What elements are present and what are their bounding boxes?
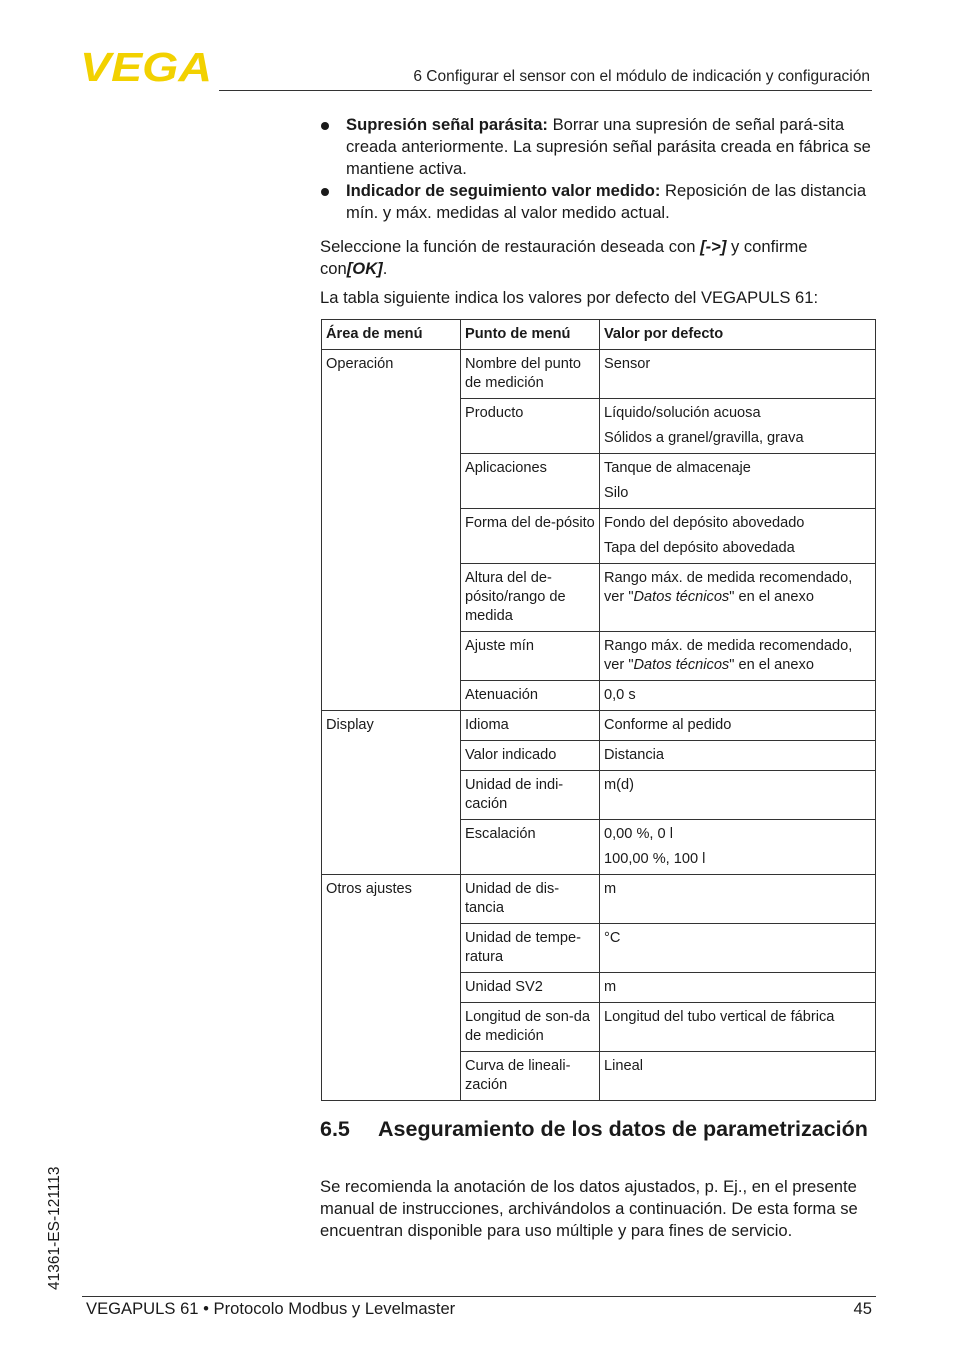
- default-value-cell: [600, 973, 876, 1003]
- default-value: m: [604, 979, 617, 995]
- menu-item-cell: Unidad de tempe-ratura: [461, 924, 600, 973]
- page-number: 45: [853, 1299, 872, 1318]
- chapter-header: 6 Configurar el sensor con el módulo de indicación y configuración: [413, 68, 870, 85]
- default-value-cell: [600, 454, 876, 509]
- default-value-cell: [600, 632, 876, 681]
- default-value: Rango máx. de medida recomendado, ver "Datos técnicos" en el anexo: [604, 638, 853, 673]
- menu-item-cell: Atenuación: [461, 681, 600, 711]
- default-value-cell: [600, 399, 876, 454]
- default-value-cell: [600, 820, 876, 875]
- default-value-cell: [600, 1003, 876, 1052]
- key-ok: [OK]: [346, 259, 383, 278]
- footer-title: VEGAPULS 61 • Protocolo Modbus y Levelmaster: [86, 1299, 456, 1318]
- table-intro: La tabla siguiente indica los valores por defecto del VEGAPULS 61:: [320, 288, 819, 307]
- section-number: 6.5: [320, 1117, 350, 1141]
- menu-item-cell: Unidad SV2: [461, 973, 600, 1003]
- default-value: Silo: [604, 485, 629, 501]
- default-value: 0,00 %, 0 l: [604, 826, 673, 842]
- table-header-row: [322, 320, 876, 350]
- default-value: Lineal: [604, 1058, 643, 1074]
- menu-item-cell: Forma del de-pósito: [461, 509, 600, 564]
- para-text: Seleccione la función de restauración deseada con: [320, 237, 701, 256]
- table-row: [322, 711, 876, 741]
- bullet-term: Indicador de seguimiento valor medido:: [346, 181, 661, 200]
- default-value: Longitud del tubo vertical de fábrica: [604, 1009, 835, 1025]
- default-value: Tanque de almacenaje: [604, 460, 751, 476]
- default-value-cell: [600, 924, 876, 973]
- section-paragraph: Se recomienda la anotación de los datos ajustados, p. Ej., en el presente manual de instrucciones, archivándolos a continuación. De esta forma se encuentran disponible para uso múltiple y para fines de servicio.: [320, 1177, 858, 1240]
- default-value-cell: [600, 350, 876, 399]
- menu-item-cell: Producto: [461, 399, 600, 454]
- menu-item-cell: Ajuste mín: [461, 632, 600, 681]
- bullet-icon: [321, 188, 329, 196]
- defaults-table: [321, 319, 876, 1101]
- default-value: °C: [604, 930, 621, 946]
- default-value: m(d): [604, 777, 634, 793]
- menu-item-cell: Nombre del punto de medición: [461, 350, 600, 399]
- instruction-paragraph: [320, 236, 876, 280]
- menu-area-cell: Operación: [322, 350, 461, 711]
- table-row: [322, 875, 876, 924]
- default-value: 100,00 %, 100 l: [604, 851, 706, 867]
- vega-logo-text: VEGA: [80, 50, 212, 84]
- table-body: [322, 350, 876, 1101]
- default-value: 0,0 s: [604, 687, 636, 703]
- menu-area-cell: Display: [322, 711, 461, 875]
- default-value-cell: [600, 771, 876, 820]
- default-value: Tapa del depósito abovedada: [604, 540, 795, 556]
- key-forward: [->]: [700, 237, 727, 256]
- default-value-cell: [600, 741, 876, 771]
- menu-item-cell: Unidad de indi-cación: [461, 771, 600, 820]
- menu-item-cell: Aplicaciones: [461, 454, 600, 509]
- document-id: 41361-ES-121113: [46, 1166, 63, 1290]
- default-value: Líquido/solución acuosa: [604, 405, 761, 421]
- menu-item-cell: Idioma: [461, 711, 600, 741]
- default-value-cell: [600, 711, 876, 741]
- default-value: Fondo del depósito abovedado: [604, 515, 805, 531]
- menu-area-cell: Otros ajustes: [322, 875, 461, 1101]
- list-item: [320, 114, 876, 180]
- table-row: [322, 350, 876, 399]
- header-divider: [219, 90, 872, 91]
- default-value: Rango máx. de medida recomendado, ver "Datos técnicos" en el anexo: [604, 570, 853, 605]
- menu-item-cell: Escalación: [461, 820, 600, 875]
- default-value-cell: [600, 1052, 876, 1101]
- default-value: Distancia: [604, 747, 665, 763]
- bullet-term: Supresión señal parásita:: [346, 115, 548, 134]
- default-value-cell: [600, 681, 876, 711]
- footer-divider: [82, 1296, 876, 1297]
- bullet-text: Borrar una supresión de señal pará-sita creada anteriormente. La supresión señal parásita creada en fábrica se mantiene activa.: [346, 115, 871, 178]
- menu-item-cell: Altura del de-pósito/rango de medida: [461, 564, 600, 632]
- default-value-cell: [600, 509, 876, 564]
- bullet-list: [320, 114, 876, 224]
- menu-item-cell: Longitud de son-da de medición: [461, 1003, 600, 1052]
- para-text: .: [382, 259, 388, 278]
- bullet-icon: [321, 122, 329, 130]
- default-value: Sólidos a granel/gravilla, grava: [604, 430, 804, 446]
- menu-item-cell: Unidad de dis-tancia: [461, 875, 600, 924]
- vega-logo: [80, 50, 212, 84]
- bullet-text: Reposición de las distancia mín. y máx. medidas al valor medido actual.: [346, 181, 867, 222]
- column-header: Valor por defecto: [600, 320, 876, 350]
- section-heading: [320, 1116, 880, 1142]
- default-value: Conforme al pedido: [604, 717, 732, 733]
- default-value-cell: [600, 875, 876, 924]
- list-item: [320, 180, 876, 224]
- default-value: m: [604, 881, 617, 897]
- menu-item-cell: Valor indicado: [461, 741, 600, 771]
- section-title: Aseguramiento de los datos de parametrización: [378, 1117, 868, 1141]
- menu-item-cell: Curva de lineali-zación: [461, 1052, 600, 1101]
- column-header: Punto de menú: [461, 320, 600, 350]
- para-text: y confirme con: [320, 237, 808, 278]
- column-header: Área de menú: [322, 320, 461, 350]
- default-value-cell: [600, 564, 876, 632]
- default-value: Sensor: [604, 356, 651, 372]
